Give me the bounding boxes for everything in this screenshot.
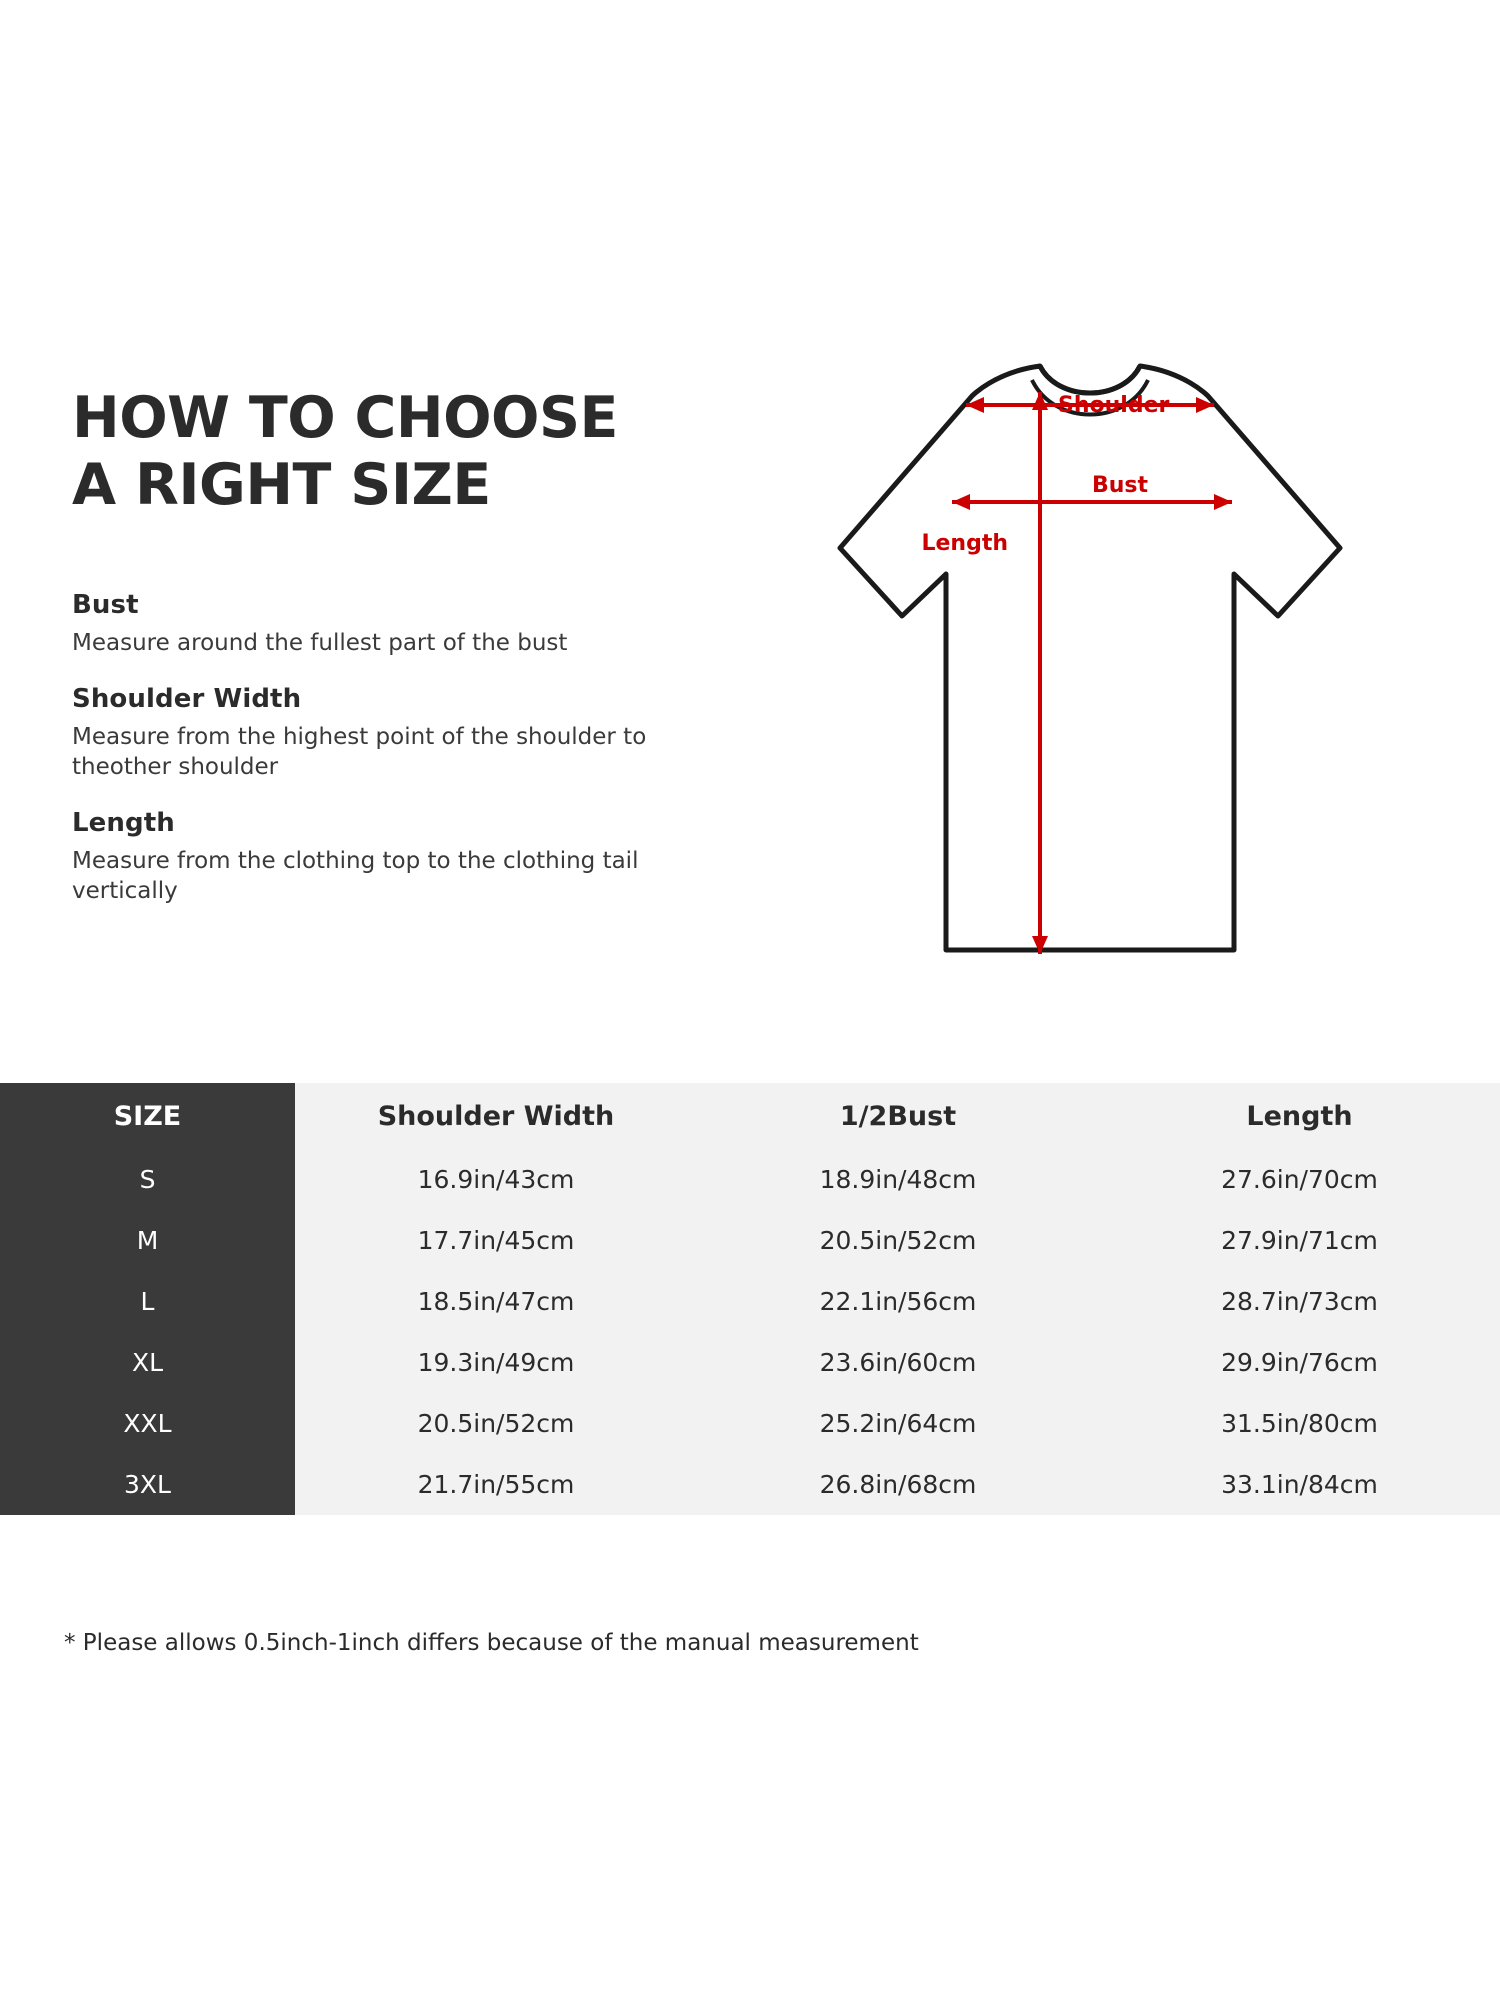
cell-shoulder-width: 19.3in/49cm xyxy=(295,1332,697,1393)
definition-term-shoulder-width: Shoulder Width xyxy=(72,684,302,715)
cell-length: 27.6in/70cm xyxy=(1099,1149,1500,1210)
cell-size: XXL xyxy=(0,1393,295,1454)
cell-length: 29.9in/76cm xyxy=(1099,1332,1500,1393)
definition-desc-shoulder-width: Measure from the highest point of the shoulder to theother shoulder xyxy=(72,724,647,780)
page-title xyxy=(72,385,692,520)
cell-shoulder-width: 18.5in/47cm xyxy=(295,1271,697,1332)
size-table-body xyxy=(0,1149,1500,1515)
cell-size: L xyxy=(0,1271,295,1332)
page-title-line-2: A RIGHT SIZE xyxy=(72,452,491,519)
cell-length: 28.7in/73cm xyxy=(1099,1271,1500,1332)
cell-size: XL xyxy=(0,1332,295,1393)
bust-label: Bust xyxy=(1092,473,1149,498)
table-row xyxy=(0,1149,1500,1210)
size-table-head xyxy=(0,1083,1500,1149)
measurement-note: * Please allows 0.5inch-1inch differs because of the manual measurement xyxy=(64,1630,919,1656)
length-label: Length xyxy=(921,531,1008,556)
tshirt-outline-icon xyxy=(840,366,1340,950)
table-header-row xyxy=(0,1083,1500,1149)
table-row xyxy=(0,1454,1500,1515)
tshirt-diagram xyxy=(740,350,1440,1030)
shoulder-label: Shoulder xyxy=(1058,393,1170,418)
table-row xyxy=(0,1332,1500,1393)
cell-length: 27.9in/71cm xyxy=(1099,1210,1500,1271)
column-header-shoulder-width: Shoulder Width xyxy=(295,1083,697,1149)
cell-half-bust: 18.9in/48cm xyxy=(697,1149,1099,1210)
cell-size: 3XL xyxy=(0,1454,295,1515)
column-header-half-bust: 1/2Bust xyxy=(697,1083,1099,1149)
cell-half-bust: 20.5in/52cm xyxy=(697,1210,1099,1271)
cell-shoulder-width: 21.7in/55cm xyxy=(295,1454,697,1515)
definition-term-length: Length xyxy=(72,808,175,839)
table-row xyxy=(0,1393,1500,1454)
cell-half-bust: 23.6in/60cm xyxy=(697,1332,1099,1393)
definition-desc-length: Measure from the clothing top to the clothing tail vertically xyxy=(72,848,639,904)
column-header-size: SIZE xyxy=(0,1083,295,1149)
table-row xyxy=(0,1271,1500,1332)
cell-half-bust: 26.8in/68cm xyxy=(697,1454,1099,1515)
definition-desc-bust: Measure around the fullest part of the bust xyxy=(72,630,568,656)
cell-half-bust: 22.1in/56cm xyxy=(697,1271,1099,1332)
definition-term-bust: Bust xyxy=(72,590,139,620)
cell-size: S xyxy=(0,1149,295,1210)
cell-length: 33.1in/84cm xyxy=(1099,1454,1500,1515)
top-section xyxy=(0,330,1500,1070)
cell-half-bust: 25.2in/64cm xyxy=(697,1393,1099,1454)
page-title-line-1: HOW TO CHOOSE xyxy=(72,385,618,451)
size-table xyxy=(0,1083,1500,1515)
table-row xyxy=(0,1210,1500,1271)
cell-length: 31.5in/80cm xyxy=(1099,1393,1500,1454)
measurement-definitions xyxy=(72,590,692,906)
cell-shoulder-width: 17.7in/45cm xyxy=(295,1210,697,1271)
cell-size: M xyxy=(0,1210,295,1271)
cell-shoulder-width: 16.9in/43cm xyxy=(295,1149,697,1210)
column-header-length: Length xyxy=(1099,1083,1500,1149)
cell-shoulder-width: 20.5in/52cm xyxy=(295,1393,697,1454)
